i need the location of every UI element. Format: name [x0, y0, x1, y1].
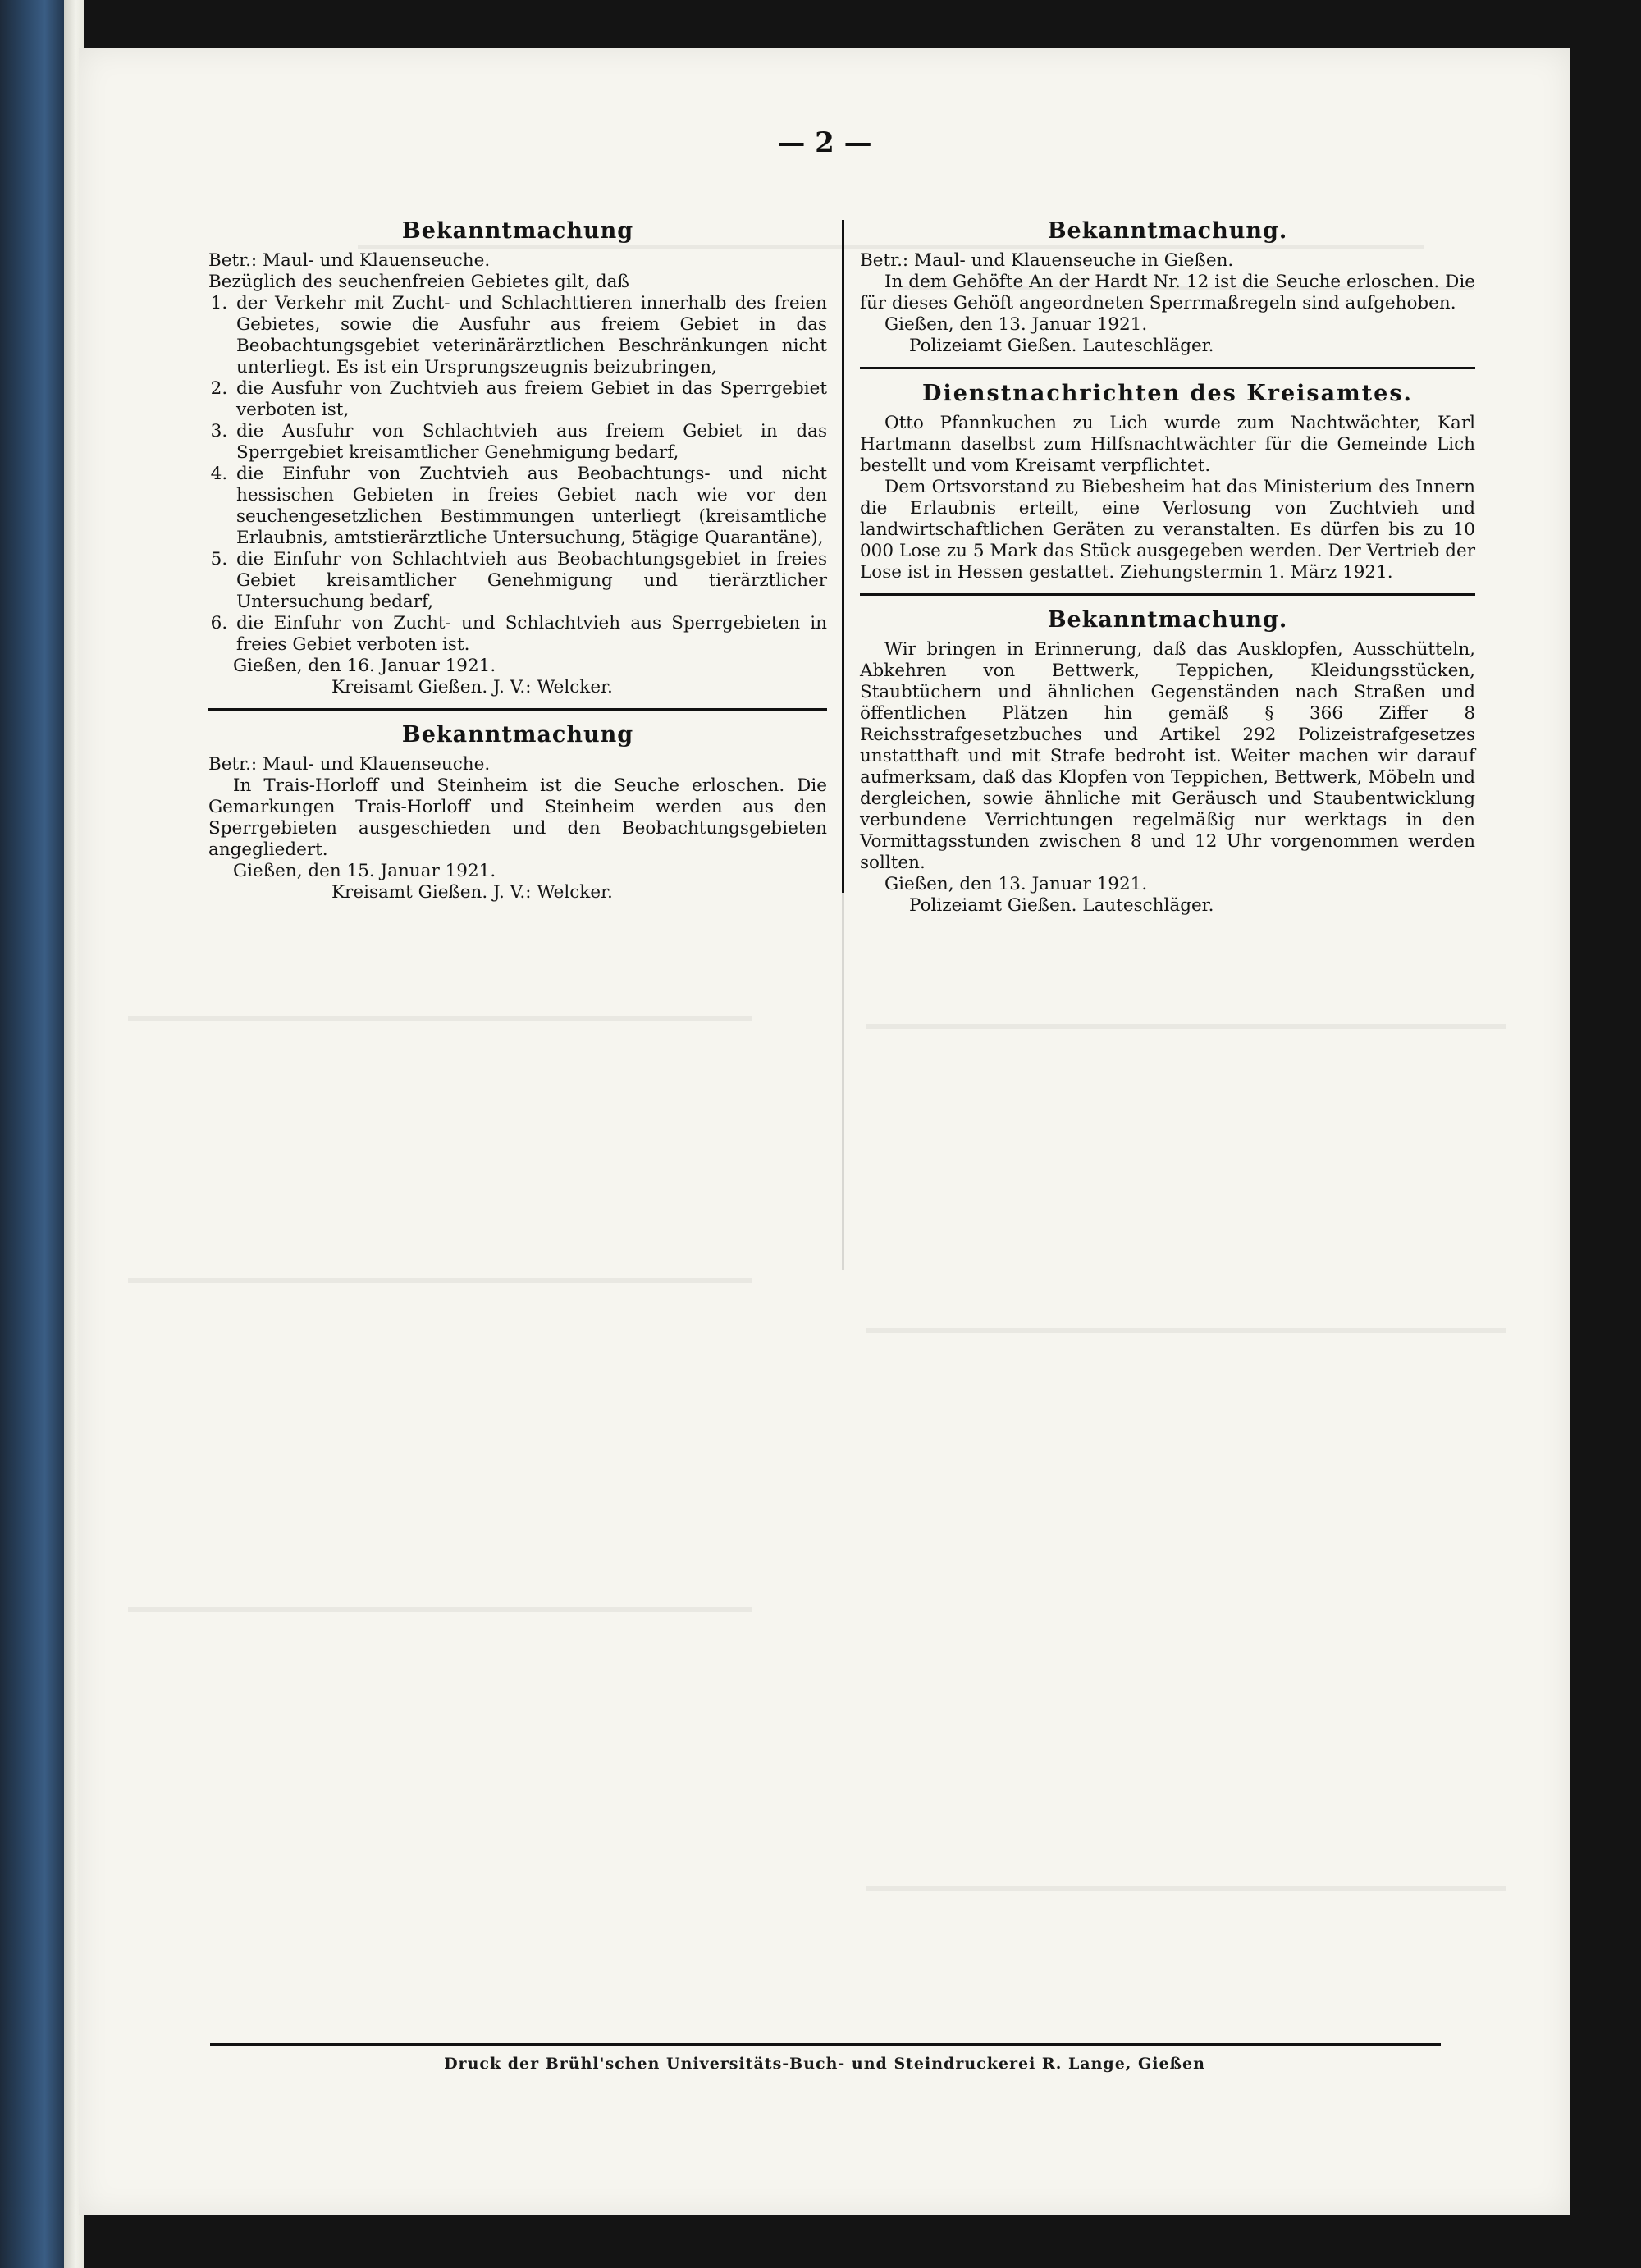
notice-body: In Trais-Horloff und Steinheim ist die Seuche erloschen. Die Gemarkungen Trais-Horloff und Steinheim werden aus den Sperrgebieten ausgeschieden und den Beobachtungsgebieten angegliedert.: [208, 775, 827, 860]
document-page: [79, 48, 1570, 2215]
dateline: Gießen, den 13. Januar 1921.: [884, 314, 1148, 335]
right-column: [860, 218, 1475, 917]
notice-subject: Betr.: Maul- und Klauenseuche.: [208, 754, 491, 775]
bleed-through-shadow: [866, 1328, 1506, 1333]
notice-title: Bekanntmachung: [401, 722, 634, 748]
notice-paragraph: Dem Ortsvorstand zu Biebesheim hat das Ministerium des Innern die Erlaubnis erteilt, eine Verlosung von Zuchtvieh und landwirtschaftlichen Geräten zu veranstalten. Es dürfen bis zu 10 000 Lose zu 5 Mark das Stück ausgegeben werden. Der Vertrieb der Lose ist in Hessen gestattet. Ziehungstermin 1. März 1921.: [860, 477, 1475, 583]
list-item: 2. die Ausfuhr von Zuchtvieh aus freiem Gebiet in das Sperrgebiet verboten ist,: [233, 378, 827, 421]
dateline: Gießen, den 15. Januar 1921.: [233, 861, 496, 881]
section-separator: [860, 593, 1475, 596]
notice-foot-and-mouth-free-area: [208, 218, 827, 698]
column-divider-faint: [842, 893, 844, 1270]
notice-body: Wir bringen in Erinnerung, daß das Ausklopfen, Ausschütteln, Abkehren von Bettwerk, Teppichen, Kleidungsstücken, Staubtüchern und ähnlichen Gegenständen nach Straßen und öffentlichen Plätzen hin gemäß § 366 Ziffer 8 Reichsstrafgesetzbuches und Artikel 292 Polizeistrafgesetzes unstatthaft und mit Strafe bedroht ist. Weiter machen wir darauf aufmerksam, daß das Klopfen von Teppichen, Bettwerk, Möbeln und dergleichen, sowie ähnliche mit Geräusch und Staubentwicklung verbundene Verrichtungen regelmäßig nur werktags in den Vormittagsstunden zwischen 8 und 12 Uhr vorgenommen werden sollten.: [860, 639, 1475, 873]
footer-rule: [210, 2043, 1441, 2046]
list-item: 1. der Verkehr mit Zucht- und Schlachttieren innerhalb des freien Gebietes, sowie die Ausfuhr aus freiem Gebiet in das Beobachtungsgebiet veterinärärztlichen Beschränkungen nicht unterliegt. Es ist ein Ursprungszeugnis beizubringen,: [233, 293, 827, 378]
bleed-through-shadow: [866, 1886, 1506, 1891]
list-item: 5. die Einfuhr von Schlachtvieh aus Beobachtungsgebiet in freies Gebiet kreisamtlicher Genehmigung und tierärztlicher Untersuchung bedarf,: [233, 549, 827, 613]
notice-subject: Betr.: Maul- und Klauenseuche.: [208, 250, 491, 271]
signature: Kreisamt Gießen. J. V.: Welcker.: [331, 677, 613, 697]
signature: Kreisamt Gießen. J. V.: Welcker.: [331, 882, 613, 903]
notice-title: Bekanntmachung: [401, 218, 634, 244]
list-item: 3. die Ausfuhr von Schlachtvieh aus freiem Gebiet in das Sperrgebiet kreisamtlicher Genehmigung bedarf,: [233, 421, 827, 464]
notice-carpet-beating: [860, 607, 1475, 917]
book-binding: [0, 0, 64, 2268]
notice-giessen-an-der-hardt: [860, 218, 1475, 357]
notice-title: Bekanntmachung.: [1047, 218, 1288, 244]
signature: Polizeiamt Gießen. Lauteschläger.: [909, 895, 1214, 916]
left-column: [208, 218, 827, 903]
regulation-list: [208, 293, 827, 656]
list-item: 6. die Einfuhr von Zucht- und Schlachtvieh aus Sperrgebieten in freies Gebiet verboten ist.: [233, 613, 827, 656]
bleed-through-shadow: [128, 1016, 752, 1021]
printer-imprint: Druck der Brühl'schen Universitäts-Buch- und Steindruckerei R. Lange, Gießen: [444, 2055, 1205, 2073]
bleed-through-shadow: [128, 1607, 752, 1612]
notice-title: Dienstnachrichten des Kreisamtes.: [922, 381, 1413, 406]
notice-title: Bekanntmachung.: [1047, 607, 1288, 633]
dateline: Gießen, den 13. Januar 1921.: [884, 874, 1148, 894]
signature: Polizeiamt Gießen. Lauteschläger.: [909, 336, 1214, 356]
list-item: 4. die Einfuhr von Zuchtvieh aus Beobachtungs- und nicht hessischen Gebieten in freies Gebiet nach wie vor den seuchengesetzlichen Bestimmungen unterliegt (kreisamtliche Erlaubnis, amtstierärztliche Untersuchung, 5tägige Quarantäne),: [233, 464, 827, 549]
column-divider: [842, 220, 844, 893]
notice-intro: Bezüglich des seuchenfreien Gebietes gilt, daß: [208, 272, 629, 292]
section-separator: [860, 367, 1475, 369]
bleed-through-shadow: [128, 1278, 752, 1283]
section-separator: [208, 708, 827, 711]
notice-subject: Betr.: Maul- und Klauenseuche in Gießen.: [860, 250, 1234, 271]
dateline: Gießen, den 16. Januar 1921.: [233, 656, 496, 676]
page-number: — 2 —: [777, 126, 872, 159]
notice-body: In dem Gehöfte An der Hardt Nr. 12 ist die Seuche erloschen. Die für dieses Gehöft angeordneten Sperrmaßregeln sind aufgehoben.: [860, 272, 1475, 313]
notice-paragraph: Otto Pfannkuchen zu Lich wurde zum Nachtwächter, Karl Hartmann daselbst zum Hilfsnachtwächter für die Gemeinde Lich bestellt und vom Kreisamt verpflichtet.: [860, 413, 1475, 476]
bleed-through-shadow: [866, 1024, 1506, 1029]
notice-service-news: [860, 381, 1475, 583]
notice-trais-horloff-steinheim: [208, 722, 827, 903]
